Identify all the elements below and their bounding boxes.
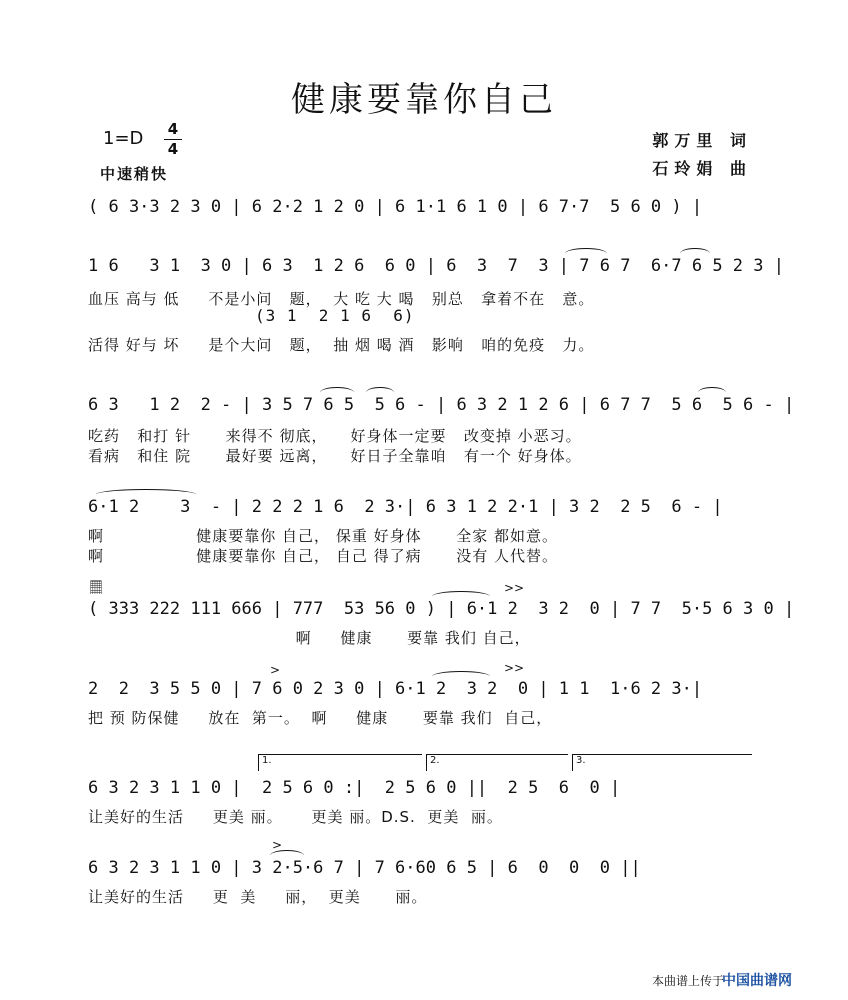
key-signature: 1=D <box>103 128 144 149</box>
accent-mark: >> <box>504 581 525 595</box>
lyrics-row-2-verse-2: 活得 好与 坏 是个大问 题， 抽 烟 喝 酒 影响 咱的免疫 力。 <box>88 336 595 354</box>
lyrics-row-5: 啊 健康 要靠 我们 自己， <box>88 629 531 647</box>
notes-row-5: ( 333 222 111 666 | 777 53 56 0 ) | 6·1 2 3 2 0 | 7 7 5·5 6 3 0 | <box>88 599 795 619</box>
song-title: 健康要靠你自己 <box>291 80 557 120</box>
volta-2: 2. <box>426 754 568 771</box>
site-logo[interactable] <box>722 970 792 990</box>
time-numerator: 4 <box>167 120 179 138</box>
lyrics-row-2-verse-1: 血压 高与 低 不是小问 题， 大 吃 大 喝 别总 拿着不在 意。 <box>88 290 595 308</box>
slur-mark <box>432 671 490 682</box>
site-logo-text: 中国曲谱网 <box>722 973 792 989</box>
slur-mark <box>565 248 607 259</box>
notes-row-4: 6·1 2 3 - | 2 2 2 1 6 2 3·| 6 3 1 2 2·1 | 3 2 2 5 6 - | <box>88 497 723 517</box>
slur-mark <box>432 591 490 602</box>
slur-mark <box>320 387 354 398</box>
lyrics-row-3-verse-1: 吃药 和打 针 来得不 彻底， 好身体一定要 改变掉 小恶习。 <box>88 427 582 445</box>
accent-mark: > <box>272 838 283 852</box>
notes-row-7: 6 3 2 3 1 1 0 | 2 5 6 0 :| 2 5 6 0 || 2 5 6 0 | <box>88 778 621 798</box>
lyrics-row-4-verse-2: 啊 健康要靠你 自己， 自己 得了病 没有 人代替。 <box>88 547 558 565</box>
tempo-marking: 中速稍快 <box>100 165 169 183</box>
volta-3: 3. <box>572 754 752 771</box>
accent-mark: > <box>270 663 281 677</box>
notes-row-8: 6 3 2 3 1 1 0 | 3 2·5·6 7 | 7 6·60 6 5 | 6 0 0 0 || <box>88 858 641 878</box>
lyrics-row-6: 把 预 防保健 放在 第一。 啊 健康 要靠 我们 自己， <box>88 709 553 727</box>
lyricist-credit: 郭万里 词 <box>652 131 752 150</box>
slur-mark <box>698 387 726 398</box>
time-signature <box>164 121 182 158</box>
notes-row-2: 1 6 3 1 3 0 | 6 3 1 2 6 6 0 | 6 3 7 3 | 7 6 7 6·7 6 5 2 3 | <box>88 256 784 276</box>
notes-row-6: 2 2 3 5 5 0 | 7 6 0 2 3 0 | 6·1 2 3 2 0 | 1 1 1·6 2 3·| <box>88 679 703 699</box>
time-denominator: 4 <box>167 140 179 158</box>
slur-mark <box>96 489 196 500</box>
lyrics-row-3-verse-2: 看病 和住 院 最好要 远离， 好日子全靠咱 有一个 好身体。 <box>88 447 582 465</box>
upload-note: 本曲谱上传于 <box>652 974 725 988</box>
composer-credit: 石玲娟 曲 <box>652 159 752 178</box>
lyrics-row-7: 让美好的生活 更美 丽。 更美 丽。D.S. 更美 丽。 <box>88 808 503 826</box>
alt-notes-row-2: (3 1 2 1 6 6) <box>255 306 415 325</box>
slur-mark <box>366 387 394 398</box>
notes-row-3: 6 3 1 2 2 - | 3 5 7 6 5 5 6 - | 6 3 2 1 2 6 | 6 7 7 5 6 5 6 - | <box>88 395 795 415</box>
slur-mark <box>680 248 710 259</box>
lyrics-row-8: 让美好的生活 更 美 丽， 更美 丽。 <box>88 888 428 906</box>
notes-row-1: ( 6 3·3 2 3 0 | 6 2·2 1 2 0 | 6 1·1 6 1 0 | 6 7·7 5 6 0 ) | <box>88 197 703 217</box>
accent-mark: >> <box>504 661 525 675</box>
lyrics-row-4-verse-1: 啊 健康要靠你 自己， 保重 好身体 全家 都如意。 <box>88 527 558 545</box>
segno-sign: 𝄜 <box>90 578 103 599</box>
volta-1: 1. <box>258 754 422 771</box>
